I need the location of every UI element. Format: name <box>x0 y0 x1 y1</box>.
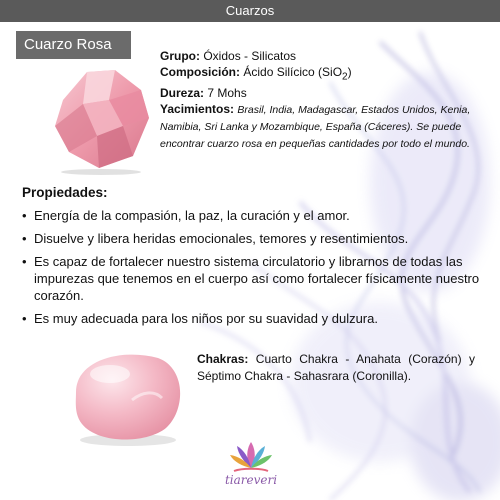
composicion-end: ) <box>347 65 352 79</box>
chakras-label: Chakras: <box>197 352 249 366</box>
rough-quartz-image <box>45 60 160 175</box>
propiedad-item: • Disuelve y libera heridas emocionales, temores y resentimientos. <box>22 230 484 247</box>
lotus-icon <box>228 438 274 476</box>
header-bar <box>0 0 500 22</box>
header-title: Cuarzos <box>225 3 275 18</box>
composicion-row <box>160 64 496 85</box>
tumbled-quartz-image <box>62 340 190 450</box>
propiedad-item: • Es capaz de fortalecer nuestro sistema circulatorio y librarnos de todas las impurezas que tenemos en el cuerpo así como fortalecer físicamente nuestro corazón. <box>22 253 484 304</box>
grupo-label: Grupo: <box>160 49 200 63</box>
dureza-value: 7 Mohs <box>207 86 247 101</box>
yacimientos-label: Yacimientos: <box>160 102 235 117</box>
yacimientos-value: Brasil, India, Madagascar, Estados Unidos, Kenia, Namibia, Sri Lanka y Mozambique, España (Cáceres). Se puede encontrar cuarzo rosa en pequeñas cantidades por todo el mundo. <box>160 104 471 151</box>
propiedad-item: • Energía de la compasión, la paz, la curación y el amor. <box>22 207 484 224</box>
stone-name-label: Cuarzo Rosa <box>16 31 131 59</box>
composicion-label: Composición: <box>160 65 240 79</box>
logo <box>220 438 282 496</box>
dureza-row <box>160 85 496 101</box>
propiedades-section <box>22 184 484 333</box>
stone-info <box>160 48 496 152</box>
grupo-value: Óxidos - Silicatos <box>203 49 297 63</box>
chakras-section <box>197 351 475 385</box>
dureza-label: Dureza: <box>160 86 205 101</box>
propiedades-list <box>22 207 484 327</box>
yacimientos-row <box>160 101 496 152</box>
logo-text: tiareveri <box>224 473 278 487</box>
grupo-row <box>160 48 496 64</box>
composicion-value: Ácido Silícico (SiO <box>243 65 343 79</box>
propiedad-item: • Es muy adecuada para los niños por su suavidad y dulzura. <box>22 310 484 327</box>
composicion-subscript: 2 <box>342 71 348 83</box>
chakras-value: Cuarto Chakra - Anahata (Corazón) y Séptimo Chakra - Sahasrara (Coronilla). <box>197 352 476 383</box>
propiedades-heading: Propiedades: <box>22 185 108 200</box>
